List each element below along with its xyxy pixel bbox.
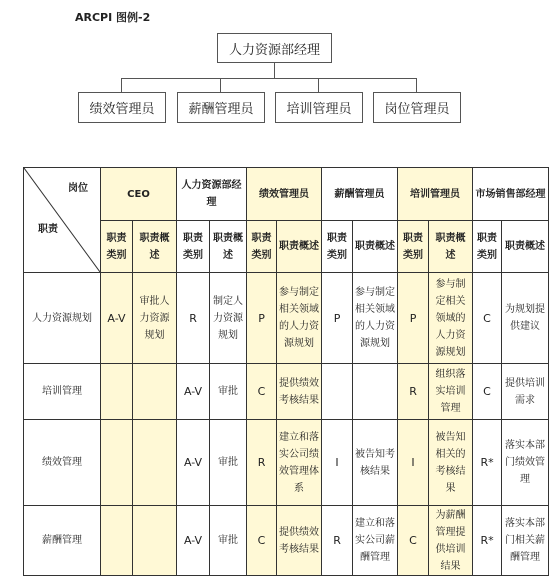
cell-summary [133, 364, 177, 420]
cell-summary: 提供绩效考核结果 [277, 506, 322, 576]
subheader-summary: 职责概述 [133, 221, 177, 273]
role-header-ceo: CEO [101, 168, 177, 221]
subheader-summary: 职责概述 [502, 221, 549, 273]
row-label: 绩效管理 [24, 420, 101, 506]
cell-type [101, 420, 133, 506]
org-node-top: 人力资源部经理 [217, 33, 332, 63]
role-header-marketing: 市场销售部经理 [473, 168, 549, 221]
cell-type: A-V [101, 273, 133, 364]
cell-type: I [398, 420, 429, 506]
cell-summary [133, 506, 177, 576]
cell-type [101, 506, 133, 576]
cell-summary [353, 364, 398, 420]
cell-type: R [398, 364, 429, 420]
cell-summary: 审批 [210, 420, 247, 506]
cell-type: C [247, 364, 277, 420]
position-header-label: 岗位 [68, 183, 88, 194]
cell-type: R* [473, 506, 502, 576]
connector-line [416, 78, 417, 92]
cell-type: R [177, 273, 210, 364]
cell-type: P [398, 273, 429, 364]
diagram-title: ARCPI 图例-2 [75, 11, 151, 24]
cell-type [101, 364, 133, 420]
cell-summary: 审批人力资源规划 [133, 273, 177, 364]
cell-summary: 参与制定相关领域的人力资源规划 [277, 273, 322, 364]
connector-line [274, 63, 275, 78]
role-header-compensation: 薪酬管理员 [322, 168, 398, 221]
row-label: 人力资源规划 [24, 273, 101, 364]
org-node-2: 薪酬管理员 [177, 92, 265, 123]
header-corner-cell [24, 168, 101, 273]
role-header-performance: 绩效管理员 [247, 168, 322, 221]
subheader-summary: 职责概述 [277, 221, 322, 273]
diagonal-divider [24, 168, 100, 272]
cell-summary: 建立和落实公司绩效管理体系 [277, 420, 322, 506]
cell-summary: 组织落实培训管理 [429, 364, 473, 420]
subheader-type: 职责类别 [247, 221, 277, 273]
cell-summary: 制定人力资源规划 [210, 273, 247, 364]
cell-type: A-V [177, 364, 210, 420]
cell-type: C [473, 273, 502, 364]
connector-line [121, 78, 122, 92]
cell-type: R [322, 506, 353, 576]
cell-summary: 落实本部门绩效管理 [502, 420, 549, 506]
cell-type: I [322, 420, 353, 506]
cell-type: C [247, 506, 277, 576]
cell-summary: 审批 [210, 364, 247, 420]
cell-type: P [322, 273, 353, 364]
cell-summary: 为规划提供建议 [502, 273, 549, 364]
cell-type: C [473, 364, 502, 420]
connector-line [220, 78, 221, 92]
table-row [24, 506, 549, 576]
cell-type: C [398, 506, 429, 576]
org-node-3: 培训管理员 [275, 92, 363, 123]
cell-summary: 参与制定相关领域的人力资源规划 [353, 273, 398, 364]
cell-summary: 为薪酬管理提供培训结果 [429, 506, 473, 576]
cell-summary [133, 420, 177, 506]
subheader-type: 职责类别 [322, 221, 353, 273]
raci-table [23, 167, 549, 576]
cell-summary: 被告知相关的考核结果 [429, 420, 473, 506]
subheader-type: 职责类别 [473, 221, 502, 273]
subheader-summary: 职责概述 [210, 221, 247, 273]
org-node-4: 岗位管理员 [373, 92, 461, 123]
cell-summary: 提供绩效考核结果 [277, 364, 322, 420]
duty-header-label: 职责 [38, 224, 58, 235]
cell-summary: 提供培训需求 [502, 364, 549, 420]
cell-summary: 审批 [210, 506, 247, 576]
role-header-hr-manager: 人力资源部经理 [177, 168, 247, 221]
table-row [24, 420, 549, 506]
table-row [24, 273, 549, 364]
row-label: 培训管理 [24, 364, 101, 420]
subheader-summary: 职责概述 [429, 221, 473, 273]
cell-type: A-V [177, 420, 210, 506]
cell-summary: 被告知考核结果 [353, 420, 398, 506]
cell-type: A-V [177, 506, 210, 576]
subheader-type: 职责类别 [101, 221, 133, 273]
cell-summary: 参与制定相关领域的人力资源规划 [429, 273, 473, 364]
connector-line [121, 78, 417, 79]
subheader-type: 职责类别 [398, 221, 429, 273]
cell-type: R [247, 420, 277, 506]
cell-summary: 建立和落实公司薪酬管理 [353, 506, 398, 576]
subheader-type: 职责类别 [177, 221, 210, 273]
role-header-training: 培训管理员 [398, 168, 473, 221]
cell-summary: 落实本部门相关薪酬管理 [502, 506, 549, 576]
cell-type: R* [473, 420, 502, 506]
subheader-summary: 职责概述 [353, 221, 398, 273]
row-label: 薪酬管理 [24, 506, 101, 576]
cell-type: P [247, 273, 277, 364]
connector-line [318, 78, 319, 92]
cell-type [322, 364, 353, 420]
table-row [24, 364, 549, 420]
org-node-1: 绩效管理员 [78, 92, 166, 123]
